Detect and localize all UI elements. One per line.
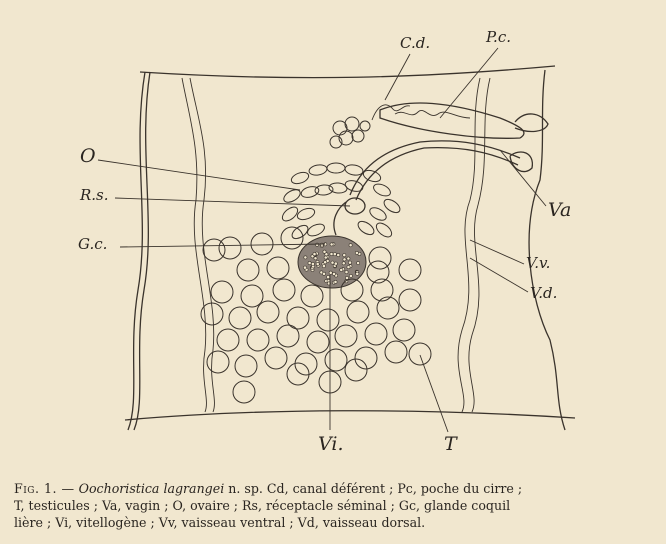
vitellogene-cell xyxy=(324,261,327,264)
vitellogene-cell xyxy=(334,280,337,283)
testis xyxy=(277,325,299,347)
proglottid-left-wall xyxy=(128,72,145,430)
leader-vv xyxy=(470,240,524,264)
dorsal-vessel xyxy=(469,78,490,412)
figure-caption xyxy=(14,480,658,531)
testis xyxy=(217,329,239,351)
testis xyxy=(369,247,391,269)
ovary-lobe xyxy=(290,223,310,242)
vagina-outer xyxy=(356,148,518,200)
testis xyxy=(301,285,323,307)
leader-gc xyxy=(120,244,325,247)
testis xyxy=(203,239,225,261)
label-t: T xyxy=(444,433,457,455)
testis xyxy=(273,279,295,301)
caption-line3: lière ; Vi, vitellogène ; Vv, vaisseau ventral ; Vd, vaisseau dorsal. xyxy=(14,515,426,530)
vitellogene-cell xyxy=(311,262,314,265)
left-excretory-vessel xyxy=(182,78,206,412)
proglottid-bottom-edge xyxy=(125,411,575,420)
testis xyxy=(235,355,257,377)
vitellogene-cell xyxy=(347,257,350,260)
vitellogene-cell xyxy=(357,261,360,264)
caption-species: Oochoristica lagrangei xyxy=(78,481,225,496)
testis xyxy=(307,331,329,353)
label-vd: V.d. xyxy=(530,284,558,302)
testis xyxy=(233,381,255,403)
ovary-lobe xyxy=(368,205,389,223)
vitellogene-cell xyxy=(330,243,333,246)
vitellogene-cell xyxy=(349,244,352,247)
testis xyxy=(317,309,339,331)
ovary-lobe xyxy=(306,222,327,239)
vitellogene-cell xyxy=(355,251,358,254)
ovary-lobe xyxy=(327,163,345,173)
vitellogene-cell xyxy=(330,252,333,255)
caption-line1-rest: n. sp. Cd, canal déférent ; Pc, poche du cirre ; xyxy=(228,481,523,496)
vitellogene-cell xyxy=(327,276,330,279)
vitellogene-cell xyxy=(316,262,319,265)
testis xyxy=(241,285,263,307)
testis xyxy=(325,349,347,371)
vitellogene-cell xyxy=(314,257,317,260)
testis xyxy=(365,323,387,345)
vitellogene-cell xyxy=(331,261,334,264)
testis xyxy=(207,351,229,373)
vitellogene-cell xyxy=(308,261,311,264)
leader-va xyxy=(500,150,546,206)
ovary-lobe xyxy=(374,220,394,239)
vitellogene-cell xyxy=(345,271,348,274)
vitellogene-cell xyxy=(322,272,325,275)
vitellogene-cell xyxy=(340,268,343,271)
cirrus-coil xyxy=(395,110,470,118)
testis xyxy=(237,259,259,281)
label-o: O xyxy=(80,145,96,167)
label-pc: P.c. xyxy=(486,28,511,46)
proglottid-right-wall xyxy=(529,70,565,430)
label-vv: V.v. xyxy=(526,254,551,272)
proglottid-top-edge xyxy=(140,66,555,78)
label-vi: Vi. xyxy=(318,433,344,455)
vitellogene-cell xyxy=(343,254,346,257)
vitellogene-cell xyxy=(333,253,336,256)
vitellogene-cell xyxy=(334,262,337,265)
testis xyxy=(409,343,431,365)
testis xyxy=(335,325,357,347)
testis xyxy=(251,233,273,255)
testis xyxy=(393,319,415,341)
testis xyxy=(295,353,317,375)
vitellogene-cell xyxy=(343,258,346,261)
label-rs: R.s. xyxy=(80,186,109,204)
vitellogene-cell xyxy=(324,256,327,259)
ovary-lobe xyxy=(372,182,393,199)
vitellogene-cell xyxy=(322,265,325,268)
testis xyxy=(267,257,289,279)
vitellogene-cell xyxy=(349,274,352,277)
ovary-lobe xyxy=(344,164,363,177)
testis xyxy=(377,297,399,319)
ovary-lobe xyxy=(356,219,376,238)
vitellogene-cell xyxy=(304,256,307,259)
vitellogene-cell xyxy=(329,271,332,274)
testis xyxy=(347,301,369,323)
vagina xyxy=(350,141,520,195)
vitellogene-cell xyxy=(347,266,350,269)
label-cd: C.d. xyxy=(400,34,431,52)
vitellogene-cell xyxy=(313,253,316,256)
vesicle-cluster xyxy=(330,117,370,148)
testis xyxy=(399,289,421,311)
vitellogene-cell xyxy=(303,266,306,269)
vitellogene-cell xyxy=(356,272,359,275)
testis xyxy=(219,237,241,259)
vitellogene-cell xyxy=(332,272,335,275)
testis xyxy=(247,329,269,351)
testis xyxy=(265,347,287,369)
leader-t xyxy=(420,355,448,432)
ovary-lobe xyxy=(280,204,300,223)
testis xyxy=(399,259,421,281)
left-excretory-vessel-inner xyxy=(190,78,214,412)
vitellogene-cell xyxy=(337,253,340,256)
testis xyxy=(211,281,233,303)
vitellogene-cell xyxy=(348,261,351,264)
vitellogene-cell xyxy=(323,250,326,253)
ovary-lobe xyxy=(308,164,327,177)
leader-rs xyxy=(115,198,350,206)
label-va: Va xyxy=(548,199,572,221)
vitellogene-cell xyxy=(342,262,345,265)
vitellogene-cell xyxy=(345,276,348,279)
testis xyxy=(287,363,309,385)
caption-line2: T, testicules ; Va, vagin ; O, ovaire ; Rs, réceptacle séminal ; Gc, glande coquil xyxy=(14,498,511,513)
ovary-lobe xyxy=(290,170,310,186)
caption-fig-number: Fig. 1. — xyxy=(14,481,75,496)
vitellogene-cell xyxy=(316,243,319,246)
label-gc: G.c. xyxy=(78,235,108,253)
testis xyxy=(257,301,279,323)
ovary-lobe xyxy=(382,197,402,216)
leader-o xyxy=(98,160,300,190)
vitellogene-cell xyxy=(320,243,323,246)
testis xyxy=(229,307,251,329)
ovary-lobe xyxy=(296,206,316,222)
receptacle-duct xyxy=(334,202,346,235)
testis xyxy=(385,341,407,363)
